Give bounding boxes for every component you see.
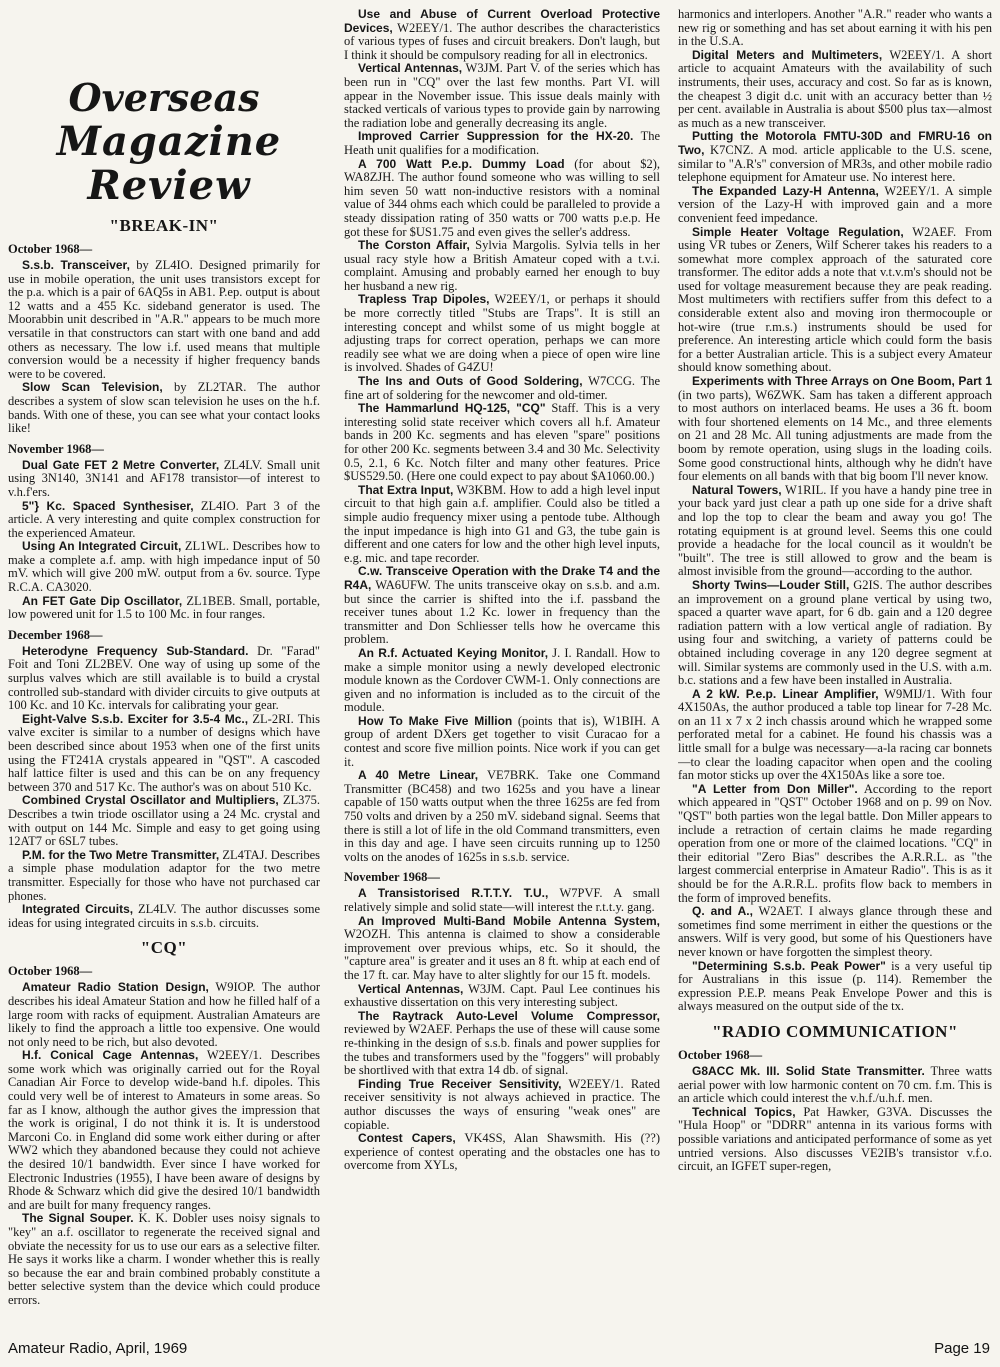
issue-date-heading: November 1968— — [344, 870, 440, 885]
entry-heading: Experiments with Three Arrays on One Boom, Part 1 — [692, 374, 992, 389]
entry-heading: A 40 Metre Linear, — [358, 768, 479, 783]
entry-heading: Eight-Valve S.s.b. Exciter for 3.5-4 Mc., — [22, 711, 249, 726]
entry-text: According to the report which appeared in "QST" October 1968 and on p. 99 on Nov. "QST" both parties won the legal battle. Don Miller appears to include a retraction of certain claims he made regarding operation from one or more of the claimed locations. "CQ" in their editorial "Zero Bias" describes the A.R.R.L. as "the largest commercial enterprise in Amateur Radio". This is as it should be for the A.R.R.L. profits flow back to members in the form of improved benefits. — [678, 781, 992, 905]
review-entry — [344, 402, 660, 484]
review-entry — [678, 8, 992, 49]
entry-heading: Digital Meters and Multimeters, — [692, 47, 883, 62]
entry-heading: Natural Towers, — [692, 482, 782, 497]
entry-text: W2EEY/1. Rated receiver sensitivity is not always achieved in practice. The author discusses the ways of ensuring "weak ones" are copiable. — [344, 1076, 660, 1132]
review-entry — [8, 849, 320, 903]
entry-heading: Simple Heater Voltage Regulation, — [692, 224, 904, 239]
entry-text: W3KBM. How to add a high level input circuit to that high gain a.f. amplifier. Could also be titled a simple audio frequency mixer using a pentode tube. Although the input impedance is high into G1 and G3, the tube gain is different and one caters for low and the other high level inputs, e.g. mic. and tape recorder. — [344, 482, 660, 565]
entry-text: ZL1WL. Describes how to make a complete a.f. amp. with high impedance input of 50 mV. which will give 200 mW. output from a 6v. source. Type R.C.A. CA3020. — [8, 539, 320, 595]
entry-heading: An Improved Multi-Band Mobile Antenna System, — [358, 913, 660, 928]
entry-text: W2AET. I always glance through these and sometimes find some merriment in either the questions or the answers. Wilf is very good, but some of his Questioners have never known or have forgotten the simplest theory. — [678, 904, 992, 959]
review-entry — [344, 158, 660, 240]
entry-heading: S.s.b. Transceiver, — [22, 258, 130, 272]
review-entry — [8, 1049, 320, 1212]
entry-heading: Q. and A., — [692, 904, 753, 919]
review-entry — [8, 259, 320, 381]
entry-heading: The Hammarlund HQ-125, "CQ" — [358, 401, 546, 416]
entry-text: W1RIL. If you have a handy pine tree in your back yard just clear a path up one side for a drive shaft and lop the top to clear the beam and away you go! The rotating equipment is at ground level. Seems this one could provide a headache for the local council as it wouldn't be "built". The tree is still allowed to grow and the beam is almost invisible from the ground—according to the author. — [678, 482, 992, 579]
entry-heading: An R.f. Actuated Keying Monitor, — [358, 645, 549, 660]
entry-text: Dr. "Farad" Foit and Toni ZL2BEV. One way of using up some of the surplus valves which are still available is to build a crystal controlled sub-standard with divider circuits to give outputs at 100 Kc. and 10 Kc. intervals for calibrating your gear. — [8, 643, 320, 713]
entry-text: ZL1BEB. Small, portable, low powered unit for 1.5 to 100 Mc. in four ranges. — [8, 593, 320, 622]
section-title: "RADIO COMMUNICATION" — [712, 1021, 958, 1041]
review-entry — [678, 226, 992, 376]
entry-text: W2EEY/1. Describes some work which was originally carried out for the Royal Canadian Air Force to develop wide-band h.f. dipoles. This could very well be of interest to Amateurs in some areas. So far as I know, although the author gives the impression that the work is original, I do not think it is. It is understood Marconi Co. in England did some work either during or after WW2 which they abandoned because they could not achieve the desired 10/1 bandwidth. Ever since I have worked for Electronic Industries (1955), I have been aware of designs by Rhode & Schwarz which did give the desired 10/1 bandwidth and are built for many frequency ranges. — [8, 1048, 320, 1212]
entry-text: W2EEY/1. A simple version of the Lazy-H with improved gain and a more convenient feed impedance. — [678, 183, 992, 225]
entry-text: ZL4IO. Part 3 of the article. A very interesting and quite complex construction for the experienced Amateur. — [8, 498, 320, 540]
review-entry — [8, 794, 320, 848]
entry-heading: The Raytrack Auto-Level Volume Compressor, — [358, 1008, 660, 1023]
review-entry — [8, 500, 320, 541]
entry-heading: The Ins and Outs of Good Soldering, — [358, 374, 583, 389]
review-entry — [8, 540, 320, 594]
review-entry — [8, 459, 320, 500]
column-1 — [8, 8, 320, 1330]
entry-heading: Slow Scan Television, — [22, 380, 163, 395]
review-entry — [678, 185, 992, 226]
entry-text: K. K. Dobler uses noisy signals to "key" an a.f. oscillator to regenerate the received signal and obviate the necessity for us to use our ears as a selective filter. He says it works like a charm. I wonder whether this is really so because the ear and brain combined probably constitute a better selective system than the device which could produce errors. — [8, 1211, 320, 1307]
review-entry — [678, 905, 992, 959]
review-entry — [8, 381, 320, 435]
review-entry — [344, 715, 660, 769]
entry-heading: C.w. Transceive Operation with the Drake T4 and the R4A, — [344, 564, 660, 592]
issue-date-heading: November 1968— — [8, 441, 104, 456]
entry-heading: The Expanded Lazy-H Antenna, — [692, 183, 879, 198]
issue-date-heading: October 1968— — [8, 964, 93, 979]
entry-heading: Using An Integrated Circuit, — [22, 539, 182, 554]
review-entry — [344, 769, 660, 864]
entry-text: W9IOP. The author describes his ideal Amateur Station and how he filled half of a large room with racks of equipment. Australian Amateurs are likely to find the approach a little too expensive. One would not only need to be rich, but also devoted. — [8, 980, 320, 1049]
entry-heading: A 700 Watt P.e.p. Dummy Load — [358, 156, 565, 171]
entry-text: W3JM. Capt. Paul Lee continues his exhaustive dissertation on this very interesting subject. — [344, 981, 660, 1010]
entry-heading: Use and Abuse of Current Overload Protective Devices, — [344, 8, 660, 35]
entry-text: Pat Hawker, G3VA. Discusses the "Hula Hoop" or "DDRR" antenna in its various forms with possible variations and anticipated performance of some as yet untried versions. Also discusses VE2IB's transistor v.f.o. circuit, an IGFET super-regen, — [678, 1104, 992, 1174]
review-entry — [8, 645, 320, 713]
entry-heading: Amateur Radio Station Design, — [22, 980, 209, 995]
entry-text: W7CCG. The fine art of soldering for the newcomer and old-timer. — [344, 374, 660, 402]
entry-text: VK4SS, Alan Shawsmith. His (??) experience of contest operating and the obstacles one has to overcome from XYLs, — [344, 1131, 660, 1173]
review-entry — [678, 688, 992, 783]
review-entry — [344, 1010, 660, 1078]
entry-heading: A Transistorised R.T.T.Y. T.U., — [358, 886, 549, 901]
entry-text: W2EEY/1. The author describes the characteristics of various types of fuses and circuit breakers. Don't laugh, but I think it should be compulsory reading for all in electronics. — [344, 20, 660, 62]
entry-text: (for about $2), WA8ZJH. The author found someone who was willing to sell him seven 50 watt non-inductive resistors with a nominal value of 344 ohms each which could be paralleled to provide a steady dissipation rating of 350 watts or 700 watts p.e.p. He got these for $US1.75 and even gives the seller's address. — [344, 156, 660, 239]
review-entry — [678, 484, 992, 579]
review-entry — [344, 887, 660, 914]
review-entry — [8, 981, 320, 1049]
entry-text: by ZL2TAR. The author describes a system of slow scan television he uses on the h.f. bands. With one of these, you can see what your contact looks like! — [8, 380, 320, 436]
entry-text: ZL4LV. The author discusses some ideas for using integrated circuits in s.s.b. circuits. — [8, 902, 320, 930]
review-entry — [678, 1065, 992, 1106]
entry-heading: Improved Carrier Suppression for the HX-20. — [358, 129, 634, 144]
entry-text: ZL4TAJ. Describes a simple phase modulation adaptor for the two metre transmitter. Especially for those who have not purchased car phones. — [8, 847, 320, 903]
entry-text: (points that is), W1BIH. A group of ardent DXers get together to visit Curacao for a contest and score five million points. Nice work if you can get it. — [344, 713, 660, 769]
review-entry — [8, 1212, 320, 1307]
entry-text: is a very useful tip for Australians in this issue (p. 114). Remember the expression P.E.P. means Peak Envelope Power and this is always measured on the output side of the tx. — [678, 958, 992, 1014]
entry-text: ZL-2RI. This valve exciter is similar to a number of designs which have been described since about 1953 when one of the first units using the FT241A crystals appeared in "QST". A cascoded half lattice filter is used and this can be on any frequency between 370 and 517 Kc. The author's was on about 510 Kc. — [8, 711, 320, 794]
section-title: "BREAK-IN" — [109, 216, 219, 235]
review-entry — [344, 1078, 660, 1132]
footer-page-number: Page 19 — [934, 1340, 990, 1357]
issue-date-heading: December 1968— — [8, 627, 103, 642]
review-entry — [344, 983, 660, 1010]
entry-text: VE7BRK. Take one Command Transmitter (BC458) and two 1625s and you have a linear capable of 150 watts output when the three 1625s are fed from 750 volts and driven by a 250 mV. sideband signal. Seems that there is still a lot of life in the old Command transmitters, even in this day and age. I have seen circuits running up to 1250 volts on the anodes of 1625s in s.s.b. service. — [344, 768, 660, 864]
entry-text: W2OZH. This antenna is claimed to show a considerable improvement over previous whips, etc. So it should, the "capture area" is greater and it uses an 8 ft. whip at each end of the 17 ft. car. May have to alter slightly for our 15 ft. models. — [344, 927, 660, 982]
section-title: "CQ" — [140, 938, 188, 958]
entry-text: The Heath unit qualifies for a modification. — [344, 129, 660, 157]
entry-heading: That Extra Input, — [358, 482, 454, 497]
review-entry — [678, 783, 992, 905]
review-entry — [344, 915, 660, 983]
entry-heading: Integrated Circuits, — [22, 902, 134, 917]
column-3 — [678, 8, 992, 1330]
entry-heading: Technical Topics, — [692, 1104, 796, 1119]
entry-heading: Heterodyne Frequency Sub-Standard. — [22, 643, 249, 658]
issue-date-heading: October 1968— — [8, 242, 93, 256]
review-entry — [344, 484, 660, 566]
review-entry — [344, 8, 660, 62]
review-entry — [344, 239, 660, 293]
entry-heading: Shorty Twins—Louder Still, — [692, 577, 850, 592]
entry-heading: P.M. for the Two Metre Transmitter, — [22, 847, 220, 862]
entry-heading: G8ACC Mk. III. Solid State Transmitter. — [692, 1063, 925, 1078]
review-entry — [8, 903, 320, 930]
entry-heading: "A Letter from Don Miller". — [692, 781, 858, 796]
review-entry — [678, 130, 992, 184]
column-2 — [344, 8, 660, 1330]
review-entry — [678, 49, 992, 131]
entry-text: reviewed by W2AEF. Perhaps the use of these will cause some re-thinking in the design of s.s.b. finals and power supplies for the tubes and transformers used by the "foggers" will probably be shortlived with that extra 14 db. of signal. — [344, 1022, 660, 1078]
entry-text: W2EEY/1. A short article to acquaint Amateurs with the availability of such instruments, their uses, accuracy and cost. So far as is known, the cheapest 3 digit d.c. unit with an accuracy better than ½ per cent. available in Australia is about $500 plus tax—almost as much as a new transceiver. — [678, 47, 992, 130]
entry-text: Sylvia Margolis. Sylvia tells in her usual racy style how a British Amateur coped with a t.v.i. complaint. Amusing and probably earned her enough to buy her husband a new rig. — [344, 238, 660, 293]
review-entry — [678, 960, 992, 1014]
entry-text: W7PVF. A small relatively simple and solid state—will interest the r.t.t.y. gang. — [344, 886, 660, 914]
review-entry — [344, 375, 660, 402]
masthead-line-2: Magazine Review — [56, 118, 282, 209]
review-entry — [8, 713, 320, 795]
entry-heading: The Corston Affair, — [358, 238, 470, 253]
entry-text: W3JM. Part V. of the series which has been run in "CQ" over the last few months. Part VI. will appear in the November issue. This issue deals mainly with stacked verticals of various types to provide gain by narrowing the radiation lobe and generally decreasing its angle. — [344, 61, 660, 130]
entry-heading: The Signal Souper. — [22, 1211, 134, 1226]
review-entry — [678, 579, 992, 688]
entry-text: J. I. Randall. How to make a simple monitor using a newly developed electronic module known as the Cordover CWM-1. Only connections are given and no information is included as to the circuit of the module. — [344, 645, 660, 715]
entry-text: Staff. This is a very interesting solid state receiver which covers all h.f. Amateur bands in 200 Kc. segments and has eleven "spare" positions for other 200 Kc. segments between 3.4 and 30 Mc. Selectivity 0.5, 2.1, 6 Kc. Notch filter and many other features. Price $US529.50. (Here one could expect to pay about $A1060.00.) — [344, 401, 660, 484]
review-entry — [344, 62, 660, 130]
review-entry — [344, 565, 660, 647]
entry-text: G2IS. The author describes an improvement on a ground plane vertical by using two, spaced a quarter wave apart, for 6 db. gain and a 120 degree radiation pattern with a low vertical angle of radiation. By using four and switching, a variety of patterns could be obtained including coverage in any 120 degree segment at will. Similar systems are commonly used in the U.S. with a.m. b.c. stations and a few have been installed in Australia. — [678, 577, 992, 688]
review-entry — [678, 375, 992, 484]
entry-text: harmonics and interlopers. Another "A.R." reader who wants a new rig or something and has set about earning it with his pen in the U.S.A. — [678, 8, 992, 49]
entry-heading: Finding True Receiver Sensitivity, — [358, 1076, 562, 1091]
entry-heading: Vertical Antennas, — [358, 61, 463, 76]
entry-heading: Trapless Trap Dipoles, — [358, 292, 490, 307]
entry-text: WA6UFW. The units transceive okay on s.s.b. and a.m. but since the carrier is shifted into the i.f. passband the receiver tunes about 1.2 Kc. lower in frequency than the transmitter and Don Schliesser tells how he overcame this problem. — [344, 577, 660, 647]
review-entry — [344, 1132, 660, 1173]
masthead-line-1: Overseas — [68, 75, 260, 120]
review-entry — [678, 1106, 992, 1174]
entry-text: W9MIJ/1. With four 4X150As, the author produced a table top linear for 7-28 Mc. on an 11 x 7 x 2 inch chassis around which he wrapped some perforated metal for a cabinet. He found his chassis was a little small for a bulge was necessary—a-la racing car bonnets—to clear the loading capacitor when open and the cooling fan motor sticks up over the 4X150As like a sore toe. — [678, 686, 992, 783]
entry-heading: Combined Crystal Oscillator and Multipliers, — [22, 793, 279, 808]
entry-text: K7CNZ. A mod. article applicable to the U.S. scene, similar to "A.R's" conversion of MR3s, and other mobile radio telephone equipment for Amateur use. No interest here. — [678, 142, 992, 185]
entry-text: (in two parts), W6ZWK. Sam has taken a different approach to most authors on interlaced beams. He uses a 36 ft. boom with four shortened elements on 14 Mc., and three elements on 21 and 28 Mc. All tuning adjustments are made from the boom by remote operation, using slugs in the loading coils. Some good constructional hints, although why he didn't have four elements on all bands with that big boom I'll never know. — [678, 387, 992, 484]
entry-text: by ZL4IO. Designed primarily for use in mobile operation, the unit uses transistors except for the p.a. which is a pair of 6AQ5s in AB1. P.ep. output is about 12 watts and a 455 Kc. sideband generator is used. The Moorabbin unit described in "A.R." appears to be much more versatile in that constructors can start with one band and add others as necessary. The low i.f. used means that multiple conversion would be a necessity if higher frequency bands were to be covered. — [8, 258, 320, 381]
entry-heading: An FET Gate Dip Oscillator, — [22, 593, 183, 608]
review-entry — [344, 130, 660, 157]
entry-text: W2AEF. From using VR tubes or Zeners, Wilf Scherer takes his readers to a somewhat more complex approach of the saturated core transformer. The editor adds a note that v.t.v.m's should not be used for voltage measurement because they are peak reading. Most multimeters with rectifiers suffer from this defect to a considerable extent also and moving iron thermocouple or hot-wire (true r.m.s.) instruments should be used for preference. An interesting article which could form the basis for a better Australian article. This is a subject every Amateur should know something about. — [678, 224, 992, 375]
entry-heading: Dual Gate FET 2 Metre Converter, — [22, 457, 220, 472]
entry-heading: 5"} Kc. Spaced Synthesiser, — [22, 498, 194, 513]
entry-heading: Vertical Antennas, — [358, 981, 464, 996]
entry-heading: Putting the Motorola FMTU-30D and FMRU-16 on Two, — [678, 129, 992, 157]
entry-heading: How To Make Five Million — [358, 713, 513, 728]
entry-heading: "Determining S.s.b. Peak Power" — [692, 958, 886, 973]
review-entry — [344, 647, 660, 715]
entry-text: ZL4LV. Small unit using 3N140, 3N141 and AF178 transistor—of interest to v.h.f'ers. — [8, 457, 320, 499]
review-entry — [8, 595, 320, 622]
entry-heading: H.f. Conical Cage Antennas, — [22, 1048, 199, 1063]
entry-text: W2EEY/1, or perhaps it should be more correctly titled "Stubs are Traps". It is still an interesting concept and whilst some of us might boggle at adjusting traps for correct operation, perhaps we can more readily see what we are doing when a piece of open wire line is involved. Shades of G4ZU! — [344, 292, 660, 375]
entry-heading: Contest Capers, — [358, 1131, 456, 1146]
issue-date-heading: October 1968— — [678, 1047, 763, 1062]
entry-text: ZL375. Describes a twin triode oscillator using a 24 Mc. crystal and with output on 144 Mc. Simple and easy to get going using 12AT7 or 6SL7 tubes. — [8, 793, 320, 849]
footer-publication: Amateur Radio, April, 1969 — [8, 1340, 188, 1357]
entry-text: Three watts aerial power with low harmonic content on 70 cm. f.m. This is an article which could interest the v.h.f./u.h.f. men. — [678, 1063, 992, 1106]
entry-heading: A 2 kW. P.e.p. Linear Amplifier, — [692, 686, 879, 701]
review-entry — [344, 293, 660, 375]
